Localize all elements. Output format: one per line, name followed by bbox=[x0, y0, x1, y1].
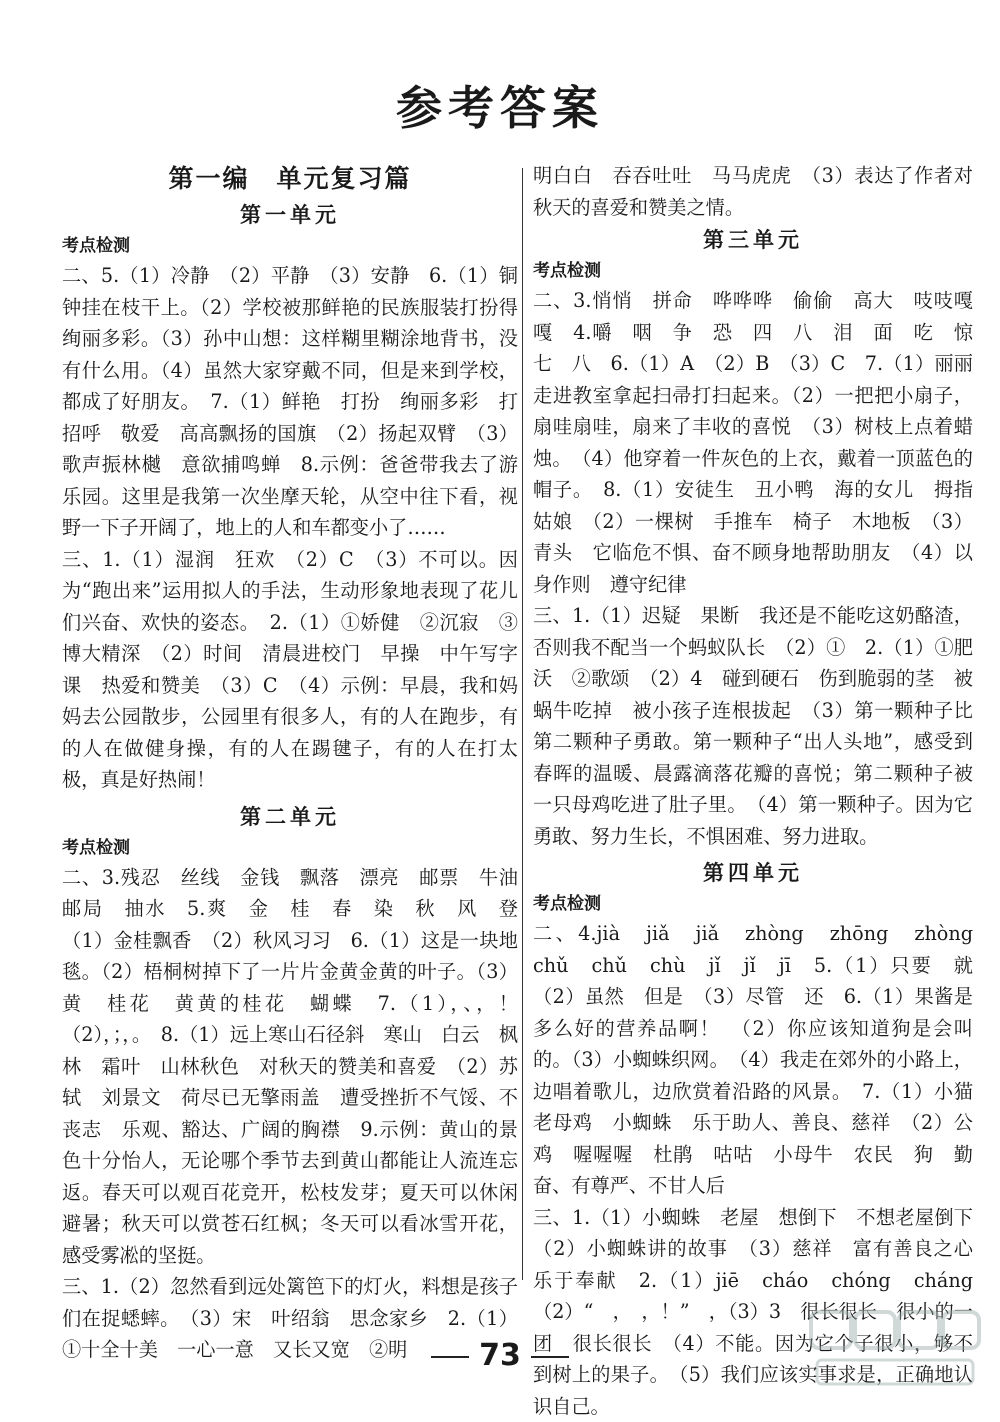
unit-1-answer-part-3: 三、1.（1）湿润 狂欢 （2）C （3）不可以。因为“跑出来”运用拟人的手法，生动形象地表现了花儿们兴奋、欢快的姿态。 2.（1）①娇健 ②沉寂 ③博大精深 （2）时间 清晨进校门 早操 中午写字课 热爱和赞美 （3）C （4）示例：早晨，我和妈妈去公园散步，公园里有很多人，有的人在跑步，有的人在做健身操，有的人在踢毽子，有的人在打太极，真是好热闹！ bbox=[62, 544, 518, 796]
unit-1-section-label: 考点检测 bbox=[62, 232, 518, 260]
unit-1-answer-part-2: 二、5.（1）冷静 （2）平静 （3）安静 6.（1）铜钟挂在枝干上。（2）学校被那鲜艳的民族服装打扮得绚丽多彩。（3）孙中山想：这样糊里糊涂地背书，没有什么用。（4）虽然大家穿戴不同，但是来到学校，都成了好朋友。 7.（1）鲜艳 打扮 绚丽多彩 打招呼 敬爱 高高飘扬的国旗 （2）扬起双臂 （3）歌声振林樾 意欲捕鸣蝉 8.示例：爸爸带我去了游乐园。这里是我第一次坐摩天轮，从空中往下看，视野一下子开阔了，地上的人和车都变小了…… bbox=[62, 260, 518, 544]
unit-1-heading: 第一单元 bbox=[62, 198, 518, 232]
footer-dash-right bbox=[531, 1356, 569, 1358]
unit-2-answer-continued: 明白白 吞吞吐吐 马马虎虎 （3）表达了作者对秋天的喜爱和赞美之情。 bbox=[533, 160, 973, 223]
unit-4-heading: 第四单元 bbox=[533, 856, 973, 890]
unit-2-answer-part-3: 三、1.（2）忽然看到远处篱笆下的灯火，料想是孩子们在捉蟋蟀。 （3）宋 叶绍翁 思念家乡 2.（1）①十全十美 一心一意 又长又宽 ②明 bbox=[62, 1271, 518, 1366]
watermark-logo bbox=[807, 1308, 982, 1390]
page-title: 参考答案 bbox=[0, 72, 1000, 138]
unit-3-answer-part-3: 三、1.（1）迟疑 果断 我还是不能吃这奶酪渣，否则我不配当一个蚂蚁队长 （2）① 2.（1）①肥沃 ②歌颂 （2）4 碰到硬石 伤到脆弱的茎 被蜗牛吃掉 被小孩子连根拔起 （3）第一颗种子比第二颗种子勇敢。第一颗种子“出人头地”，感受到春晖的温暖、晨露滴落花瓣的喜悦；第二颗种子被一只母鸡吃进了肚子里。 （4）第一颗种子。因为它勇敢、努力生长，不惧困难、努力进取。 bbox=[533, 600, 973, 852]
footer-dash-left bbox=[431, 1356, 469, 1358]
unit-4-answer-part-2: 二、4.jià jiǎ jiǎ zhòng zhōng zhòng chǔ chǔ chù jǐ jǐ jī 5.（1）只要 就 （2）虽然 但是 （3）尽管 还 6.（1）果酱是多么好的营养品啊！ （2）你应该知道狗是会叫的。（3）小蜘蛛织网。 （4）我走在郊外的小路上，边唱着歌儿，边欣赏着沿路的风景。 7.（1）小猫 老母鸡 小蜘蛛 乐于助人、善良、慈祥 （2）公鸡 喔喔喔 杜鹃 咕咕 小母牛 农民 狗 勤奋、有尊严、不甘人后 bbox=[533, 918, 973, 1202]
right-column bbox=[533, 160, 973, 1422]
unit-2-section-label: 考点检测 bbox=[62, 834, 518, 862]
part-heading: 第一编 单元复习篇 bbox=[62, 160, 518, 198]
left-column bbox=[62, 160, 518, 1366]
unit-4-answer-part-3: 三、1.（1）小蜘蛛 老屋 想倒下 不想老屋倒下 （2）小蜘蛛讲的故事 （3）慈祥 富有善良之心 乐于奉献 2.（1）jiē cháo chóng cháng （2）“ ， ，！” ，（3）3 很长很长 很小的一团 很长很长 （4）不能。因为它个子很小，够不到树上的果子。 （5）我们应该实事求是，正确地认识自己。 bbox=[533, 1202, 973, 1422]
page-number: 73 bbox=[479, 1338, 521, 1373]
column-divider bbox=[522, 168, 523, 1280]
unit-2-heading: 第二单元 bbox=[62, 800, 518, 834]
unit-3-heading: 第三单元 bbox=[533, 223, 973, 257]
unit-3-answer-part-2: 二、3.悄悄 拼命 哗哗哗 偷偷 高大 吱吱嘎嘎 4.嚼 咽 争 恐 四 八 泪 面 吃 惊 七 八 6.（1）A （2）B （3）C 7.（1）丽丽走进教室拿起扫帚打扫起来。（2）一把把小扇子，扇哇扇哇，扇来了丰收的喜悦 （3）树枝上点着蜡烛。 （4）他穿着一件灰色的上衣，戴着一顶蓝色的帽子。 8.（1）安徒生 丑小鸭 海的女儿 拇指姑娘 （2）一棵树 手推车 椅子 木地板 （3）青头 它临危不惧、奋不顾身地帮助朋友 （4）以身作则 遵守纪律 bbox=[533, 285, 973, 600]
unit-3-section-label: 考点检测 bbox=[533, 257, 973, 285]
unit-4-section-label: 考点检测 bbox=[533, 890, 973, 918]
unit-2-answer-part-2: 二、3.残忍 丝线 金钱 飘落 漂亮 邮票 牛油 邮局 抽水 5.爽 金 桂 春 染 秋 风 登 （1）金桂飘香 （2）秋风习习 6.（1）这是一块地毯。（2）梧桐树掉下了一片片金黄金黄的叶子。（3）黄 桂花 黄黄的桂花 蝴蝶 7.（1），、，！ （2），；，。 8.（1）远上寒山石径斜 寒山 白云 枫林 霜叶 山林秋色 对秋天的赞美和喜爱 （2）苏轼 刘景文 荷尽已无擎雨盖 遭受挫折不气馁、不丧志 乐观、豁达、广阔的胸襟 9.示例：黄山的景色十分怡人，无论哪个季节去到黄山都能让人流连忘返。春天可以观百花竞开，松枝发芽；夏天可以休闲避暑；秋天可以赏苍石红枫；冬天可以看冰雪开花，感受雾凇的坚挺。 bbox=[62, 862, 518, 1272]
